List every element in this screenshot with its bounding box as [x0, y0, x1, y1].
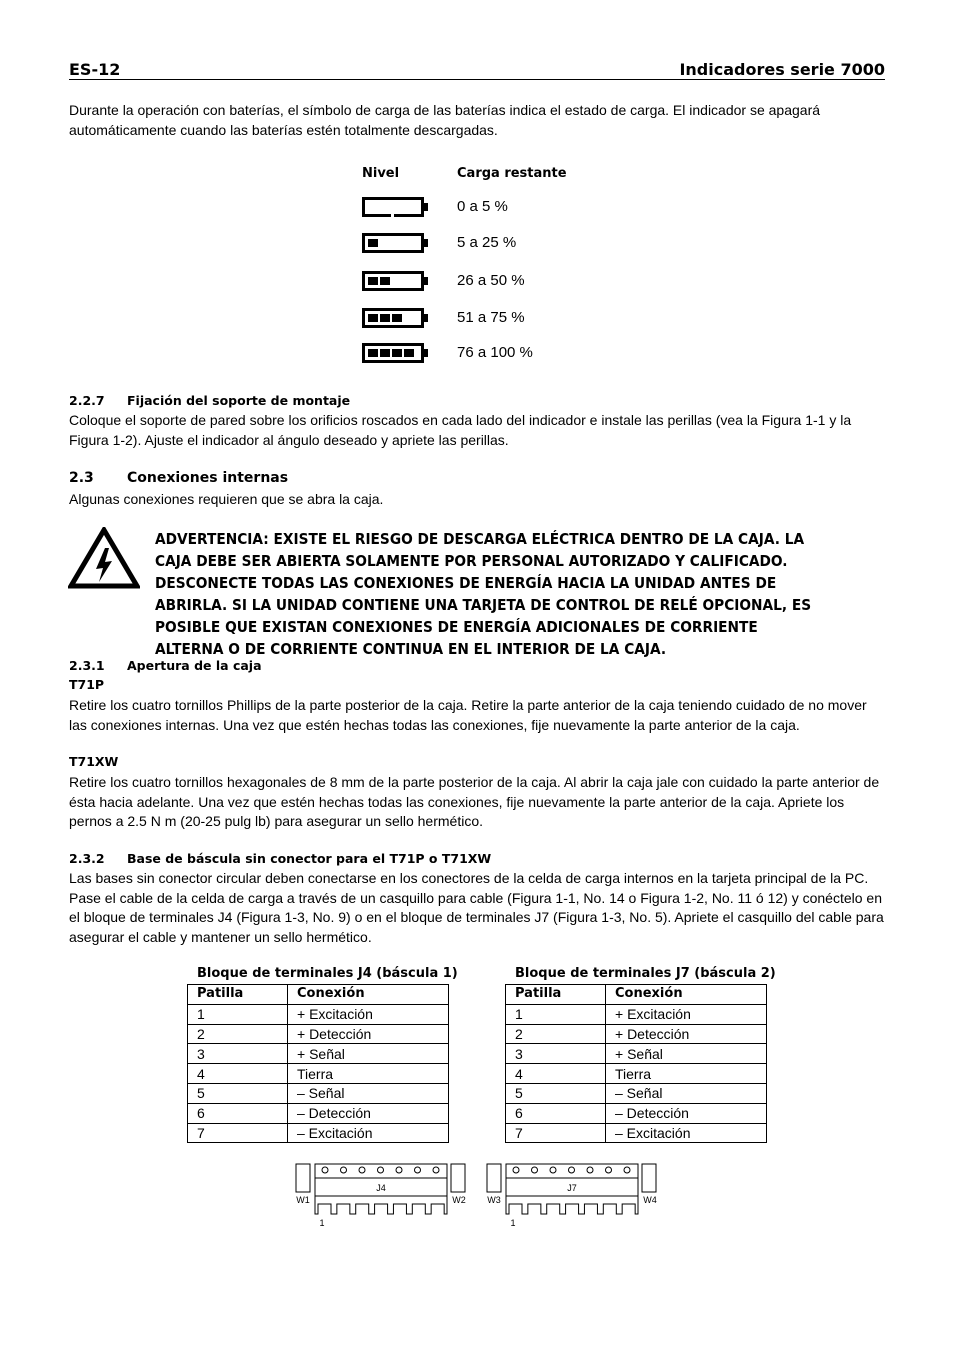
section-2-3-1-number: 2.3.1 — [69, 658, 105, 673]
screw-hole — [396, 1167, 402, 1173]
screw-hole — [624, 1167, 630, 1173]
section-2-2-7-number: 2.2.7 — [69, 393, 105, 408]
screw-hole — [569, 1167, 575, 1173]
table-row — [188, 1083, 449, 1103]
section-2-3-number: 2.3 — [69, 470, 94, 486]
pin-cell: 4 — [506, 1064, 606, 1084]
battery-segment — [380, 314, 390, 322]
battery-charge-label: 51 a 75 % — [457, 309, 525, 326]
header-rule — [69, 79, 885, 80]
connector-j4 — [296, 1164, 466, 1228]
jumper-block — [642, 1164, 656, 1192]
screw-hole — [415, 1167, 421, 1173]
battery-segment — [368, 277, 378, 285]
terminal-table-j4 — [187, 984, 449, 1143]
col-connection-header: Conexión — [288, 985, 449, 1005]
connector-j7 — [487, 1164, 657, 1228]
section-2-3-2-title: Base de báscula sin conector para el T71P o T71XW — [127, 851, 492, 866]
table-row — [188, 1123, 449, 1143]
screw-hole — [378, 1167, 384, 1173]
screw-hole — [606, 1167, 612, 1173]
connection-cell: – Excitación — [288, 1123, 449, 1143]
terminal-table-j7 — [505, 984, 767, 1143]
jumper-label-left: W1 — [296, 1195, 310, 1205]
battery-col-level: Nivel — [362, 166, 400, 181]
screw-hole — [587, 1167, 593, 1173]
section-2-3-2-body: Las bases sin conector circular deben conectarse en los conectores de la celda de carga internos en la tarjeta principal de la PC. Pase el cable de la celda de carga a través de un casquillo para cable (Figura 1-1, No. 14 o Figura 1-2, No. 11 ó 12) y conéctelo en el bloque de terminales J4 (Figura 1-3, No. 9) o en el bloque de terminales J7 (Figura 1-3, No. 5). Apriete el casquillo del cable para asegurar el cable y mantener un sello hermético. — [69, 870, 884, 945]
table-header-row — [506, 985, 767, 1005]
pin-cell: 3 — [506, 1044, 606, 1064]
warning-text: ADVERTENCIA: EXISTE EL RIESGO DE DESCARGA ELÉCTRICA DENTRO DE LA CAJA. LA CAJA DEBE SER ABIERTA SOLAMENTE POR PERSONAL AUTORIZADO Y CALIFICADO. DESCONECTE TODAS LAS CONEXIONES DE ENERGÍA HACIA LA UNIDAD ANTES DE ABRIRLA. SI LA UNIDAD CONTIENE UNA TARJETA DE CONTROL DE RELÉ OPCIONAL, ES POSIBLE QUE EXISTAN CONEXIONES DE ENERGÍA ADICIONALES DE CORRIENTE ALTERNA O DE CORRIENTE CONTINUA EN EL INTERIOR DE LA CAJA. — [155, 530, 812, 658]
table-row — [506, 1064, 767, 1084]
pin-cell: 3 — [188, 1044, 288, 1064]
table-header-row — [188, 985, 449, 1005]
terminal-teeth — [506, 1196, 638, 1214]
jumper-label-right: W2 — [452, 1195, 466, 1205]
battery-segment — [368, 314, 378, 322]
jumper-block — [296, 1164, 310, 1192]
table-row — [188, 1064, 449, 1084]
table-j7-caption: Bloque de terminales J7 (báscula 2) — [515, 966, 776, 981]
section-2-3-body: Algunas conexiones requieren que se abra la caja. — [69, 491, 384, 507]
table-row — [506, 1044, 767, 1064]
connection-cell: Tierra — [288, 1064, 449, 1084]
connection-cell: + Detección — [606, 1024, 767, 1044]
pin-cell: 6 — [506, 1103, 606, 1123]
connection-cell: + Excitación — [606, 1004, 767, 1024]
section-2-2-7-title: Fijación del soporte de montaje — [127, 393, 351, 408]
table-row — [506, 1083, 767, 1103]
pin-cell: 5 — [188, 1083, 288, 1103]
pin1-label: 1 — [510, 1218, 516, 1228]
screw-hole — [322, 1167, 328, 1173]
pin-cell: 7 — [506, 1123, 606, 1143]
connector-label: J7 — [567, 1183, 577, 1193]
battery-level-icon — [362, 343, 424, 363]
table-row — [506, 1004, 767, 1024]
col-connection-header: Conexión — [606, 985, 767, 1005]
pin-cell: 1 — [506, 1004, 606, 1024]
connection-cell: + Señal — [606, 1044, 767, 1064]
table-row — [506, 1103, 767, 1123]
pin-cell: 7 — [188, 1123, 288, 1143]
battery-charge-label: 0 a 5 % — [457, 198, 508, 215]
col-pin-header: Patilla — [188, 985, 288, 1005]
battery-charge-label: 5 a 25 % — [457, 234, 517, 251]
connection-cell: – Señal — [288, 1083, 449, 1103]
battery-notch — [391, 214, 394, 217]
jumper-label-right: W4 — [643, 1195, 657, 1205]
pin-cell: 1 — [188, 1004, 288, 1024]
table-row — [506, 1024, 767, 1044]
battery-segment — [368, 349, 378, 357]
screw-hole — [532, 1167, 538, 1173]
battery-level-icon — [362, 308, 424, 328]
col-pin-header: Patilla — [506, 985, 606, 1005]
intro-paragraph: Durante la operación con baterías, el símbolo de carga de las baterías indica el estado de carga. El indicador se apagará automáticamente cuando las baterías estén totalmente descargadas. — [69, 102, 821, 138]
electric-shock-warning-icon — [68, 527, 140, 589]
section-2-3-2-number: 2.3.2 — [69, 851, 105, 866]
battery-charge-label: 76 a 100 % — [457, 344, 533, 361]
screw-hole — [513, 1167, 519, 1173]
battery-level-icon — [362, 271, 424, 291]
pin-cell: 5 — [506, 1083, 606, 1103]
battery-segment — [368, 239, 378, 247]
t71p-body: Retire los cuatro tornillos Phillips de la parte posterior de la caja. Retire la parte anterior de la caja teniendo cuidado de no mover las conexiones internas. Una vez que estén hechas todas las conexiones, fije nuevamente la parte anterior de la caja. — [69, 697, 867, 733]
screw-hole — [359, 1167, 365, 1173]
terminal-top — [506, 1164, 638, 1178]
connection-cell: – Señal — [606, 1083, 767, 1103]
pin-cell: 2 — [506, 1024, 606, 1044]
terminal-teeth — [315, 1196, 447, 1214]
battery-segment — [404, 349, 414, 357]
table-row — [506, 1123, 767, 1143]
jumper-block — [451, 1164, 465, 1192]
screw-hole — [433, 1167, 439, 1173]
connector-label: J4 — [376, 1183, 386, 1193]
battery-col-charge: Carga restante — [457, 166, 567, 181]
battery-segment — [380, 349, 390, 357]
connection-cell: – Detección — [288, 1103, 449, 1123]
table-row — [188, 1024, 449, 1044]
section-2-3-1-title: Apertura de la caja — [127, 658, 262, 673]
pin1-label: 1 — [319, 1218, 325, 1228]
page-title: Indicadores serie 7000 — [679, 60, 885, 79]
screw-hole — [550, 1167, 556, 1173]
pin-cell: 4 — [188, 1064, 288, 1084]
table-row — [188, 1103, 449, 1123]
section-2-2-7-body: Coloque el soporte de pared sobre los orificios roscados en cada lado del indicador e instale las perillas (vea la Figura 1-1 y la Figura 1-2). Ajuste el indicador al ángulo deseado y apriete las perillas. — [69, 412, 852, 448]
connection-cell: – Excitación — [606, 1123, 767, 1143]
t71xw-label: T71XW — [69, 754, 119, 769]
t71xw-body: Retire los cuatro tornillos hexagonales de 8 mm de la parte posterior de la caja. Al abrir la caja jale con cuidado la parte anterior de ésta hacia adelante. Una vez que estén hechas todas las conexiones, fije nuevamente la parte anterior de la caja. Apriete los pernos a 2.5 N m (20-25 pulg lb) para asegurar un sello hermético. — [69, 774, 880, 829]
battery-level-icon — [362, 233, 424, 253]
battery-level-icon — [362, 197, 424, 217]
connection-cell: Tierra — [606, 1064, 767, 1084]
battery-charge-label: 26 a 50 % — [457, 272, 525, 289]
connection-cell: + Excitación — [288, 1004, 449, 1024]
jumper-block — [487, 1164, 501, 1192]
t71p-label: T71P — [69, 677, 105, 692]
table-row — [188, 1044, 449, 1064]
battery-segment — [380, 277, 390, 285]
jumper-label-left: W3 — [487, 1195, 501, 1205]
screw-hole — [341, 1167, 347, 1173]
pin-cell: 6 — [188, 1103, 288, 1123]
connection-cell: + Señal — [288, 1044, 449, 1064]
section-2-3-title: Conexiones internas — [127, 470, 289, 486]
connection-cell: + Detección — [288, 1024, 449, 1044]
page-number: ES-12 — [69, 60, 121, 79]
pin-cell: 2 — [188, 1024, 288, 1044]
connector-diagram — [290, 1160, 670, 1230]
connection-cell: – Detección — [606, 1103, 767, 1123]
battery-segment — [392, 314, 402, 322]
terminal-top — [315, 1164, 447, 1178]
battery-segment — [392, 349, 402, 357]
table-row — [188, 1004, 449, 1024]
table-j4-caption: Bloque de terminales J4 (báscula 1) — [197, 966, 458, 981]
